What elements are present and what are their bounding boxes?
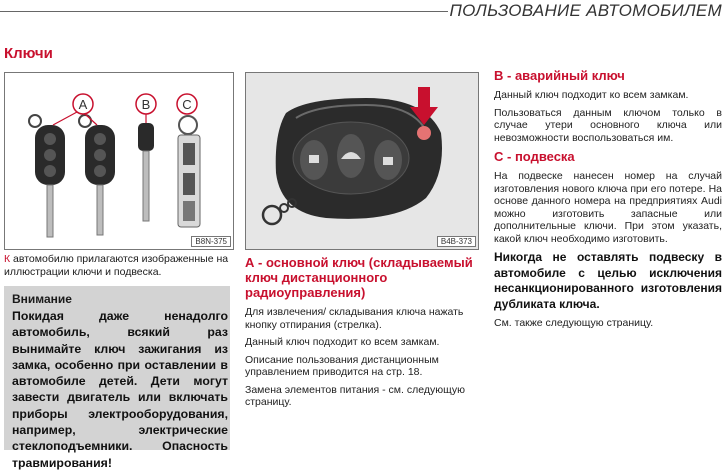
page-header-title: ПОЛЬЗОВАНИЕ АВТОМОБИЛЕМ xyxy=(449,1,722,20)
svg-text:B: B xyxy=(141,97,151,112)
key-a-paragraph: Описание пользования дистанционным управлением приводится на стр. 18. xyxy=(245,353,439,378)
svg-text:C: C xyxy=(182,97,192,112)
pendant-c-warning: Никогда не оставлять подвеску в автомобиле с целью исключения несанкционированного изготовления дубликата ключа. xyxy=(494,250,722,311)
caption-first-letter: К xyxy=(4,253,11,265)
pendant-c-title: С - подвеска xyxy=(494,149,575,164)
warning-title: Внимание xyxy=(12,292,72,306)
pendant-c-note: См. также следующую страницу. xyxy=(494,317,654,329)
marker-b xyxy=(136,94,156,123)
warning-text: Покидая даже ненадолго автомобиль, всякий раз вынимайте ключ зажигания из замка, особенно при оставлении в автомобиле детей. Дети могут завести двигатель или включать приборы электрооборудования, например, электрические стеклоподъемники. Опасность травмирования! xyxy=(12,309,228,470)
key-a-paragraph: Для извлечения/ складывания ключа нажать кнопку отпирания (стрелка). xyxy=(245,306,464,331)
svg-text:A: A xyxy=(78,97,88,112)
key-b-title: В - аварийный ключ xyxy=(494,68,625,83)
figure-caption xyxy=(4,253,232,278)
caption-text: автомобилю прилагаются изображенные на иллюстрации ключи и подвеска. xyxy=(4,253,229,278)
figure-code-label: B4B-373 xyxy=(437,236,476,247)
section-title: Ключи xyxy=(4,45,53,62)
marker-c xyxy=(177,94,197,114)
remote-key-illustration xyxy=(246,73,478,249)
unlock-button-icon xyxy=(300,140,328,180)
key-a-paragraph: Замена элементов питания - см. следующую страницу. xyxy=(245,383,465,408)
warning-box xyxy=(4,286,230,470)
header-rule xyxy=(0,11,448,12)
keys-illustration xyxy=(5,73,233,249)
key-a-left-icon xyxy=(29,115,65,237)
key-a-paragraph: Данный ключ подходит ко всем замкам. xyxy=(245,336,440,348)
pendant-c-icon xyxy=(178,116,200,227)
key-b-paragraph: Данный ключ подходит ко всем замкам. xyxy=(494,89,689,101)
pendant-c-paragraph: На подвеске нанесен номер на случай изготовления нового ключа при его потере. На основе данного номера на предприятиях Audi можно изготовить запасные или дополнительные ключи. При этом указать, какой ключ необходимо изготовить. xyxy=(494,170,722,245)
lock-button-icon xyxy=(374,140,402,180)
key-b-paragraph: Пользоваться данным ключом только в случае утери основного ключа или невозможности воспользоваться им. xyxy=(494,106,722,144)
key-a-section xyxy=(245,255,477,414)
right-column xyxy=(494,68,722,335)
figure-keys xyxy=(4,72,234,250)
key-b-icon xyxy=(138,123,154,221)
trunk-button-icon xyxy=(337,134,365,178)
figure-remote-key xyxy=(245,72,479,250)
key-a-title: А - основной ключ (складываемый ключ дистанционного радиоуправления) xyxy=(245,255,473,300)
release-button-icon xyxy=(417,126,431,140)
figure-code-label: B8N-375 xyxy=(191,236,231,247)
key-a-right-icon xyxy=(79,115,115,235)
